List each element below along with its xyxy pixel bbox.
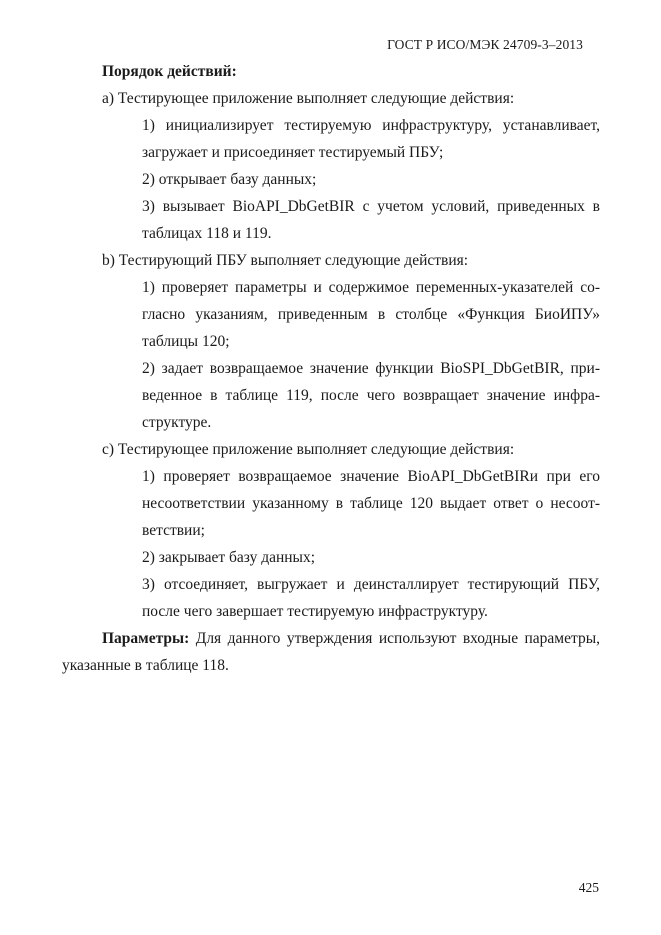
list-step-b1-line1: 1) проверяет параметры и содержимое переменных-указателей со- (142, 279, 600, 296)
document-header: ГОСТ Р ИСО/МЭК 24709-3–2013 (387, 37, 583, 52)
list-step-b2-line3: структуре. (142, 414, 212, 431)
list-step-c2: 2) закрывает базу данных; (142, 549, 316, 566)
list-step-b1-line3: таблицы 120; (142, 333, 230, 350)
list-step-a1-line2: загружает и присоединяет тестируемый ПБУ; (142, 144, 444, 161)
list-step-c1-line1: 1) проверяет возвращаемое значение BioAPI_DbGetBIRи при его (142, 468, 600, 485)
list-step-a1-line1: 1) инициализирует тестируемую инфраструктуру, устанавливает, (142, 117, 600, 134)
parameters-text-line1: Для данного утверждения используют входные параметры, (189, 630, 600, 647)
list-step-c3-line2: после чего завершает тестируемую инфраструктуру. (142, 603, 488, 620)
parameters-text-line2: указанные в таблице 118. (62, 657, 229, 674)
list-item-b: b) Тестирующий ПБУ выполняет следующие действия: (102, 252, 469, 269)
list-item-a: a) Тестирующее приложение выполняет следующие действия: (102, 90, 515, 107)
parameters-label: Параметры: (102, 630, 190, 647)
list-step-c1-line2: несоответствии указанному в таблице 120 выдает ответ о несоот- (142, 495, 600, 512)
list-step-b1-line2: гласно указаниям, приведенным в столбце «Функция БиоИПУ» (142, 306, 600, 323)
list-step-c3-line1: 3) отсоединяет, выгружает и деинсталлирует тестирующий ПБУ, (142, 576, 600, 593)
list-step-a3-line1: 3) вызывает BioAPI_DbGetBIR с учетом условий, приведенных в (142, 198, 600, 215)
list-step-b2-line2: веденное в таблице 119, после чего возвращает значение инфра- (142, 387, 600, 404)
list-step-a2: 2) открывает базу данных; (142, 171, 317, 188)
list-step-c1-line3: ветствии; (142, 522, 205, 539)
list-step-a3-line2: таблицах 118 и 119. (142, 225, 272, 242)
page-number: 425 (578, 880, 599, 895)
list-step-b2-line1: 2) задает возвращаемое значение функции BioSPI_DbGetBIR, при- (142, 360, 600, 377)
section-heading: Порядок действий: (102, 63, 237, 80)
list-item-c: c) Тестирующее приложение выполняет следующие действия: (102, 441, 515, 458)
parameters-paragraph (62, 625, 600, 652)
document-body (62, 58, 600, 679)
